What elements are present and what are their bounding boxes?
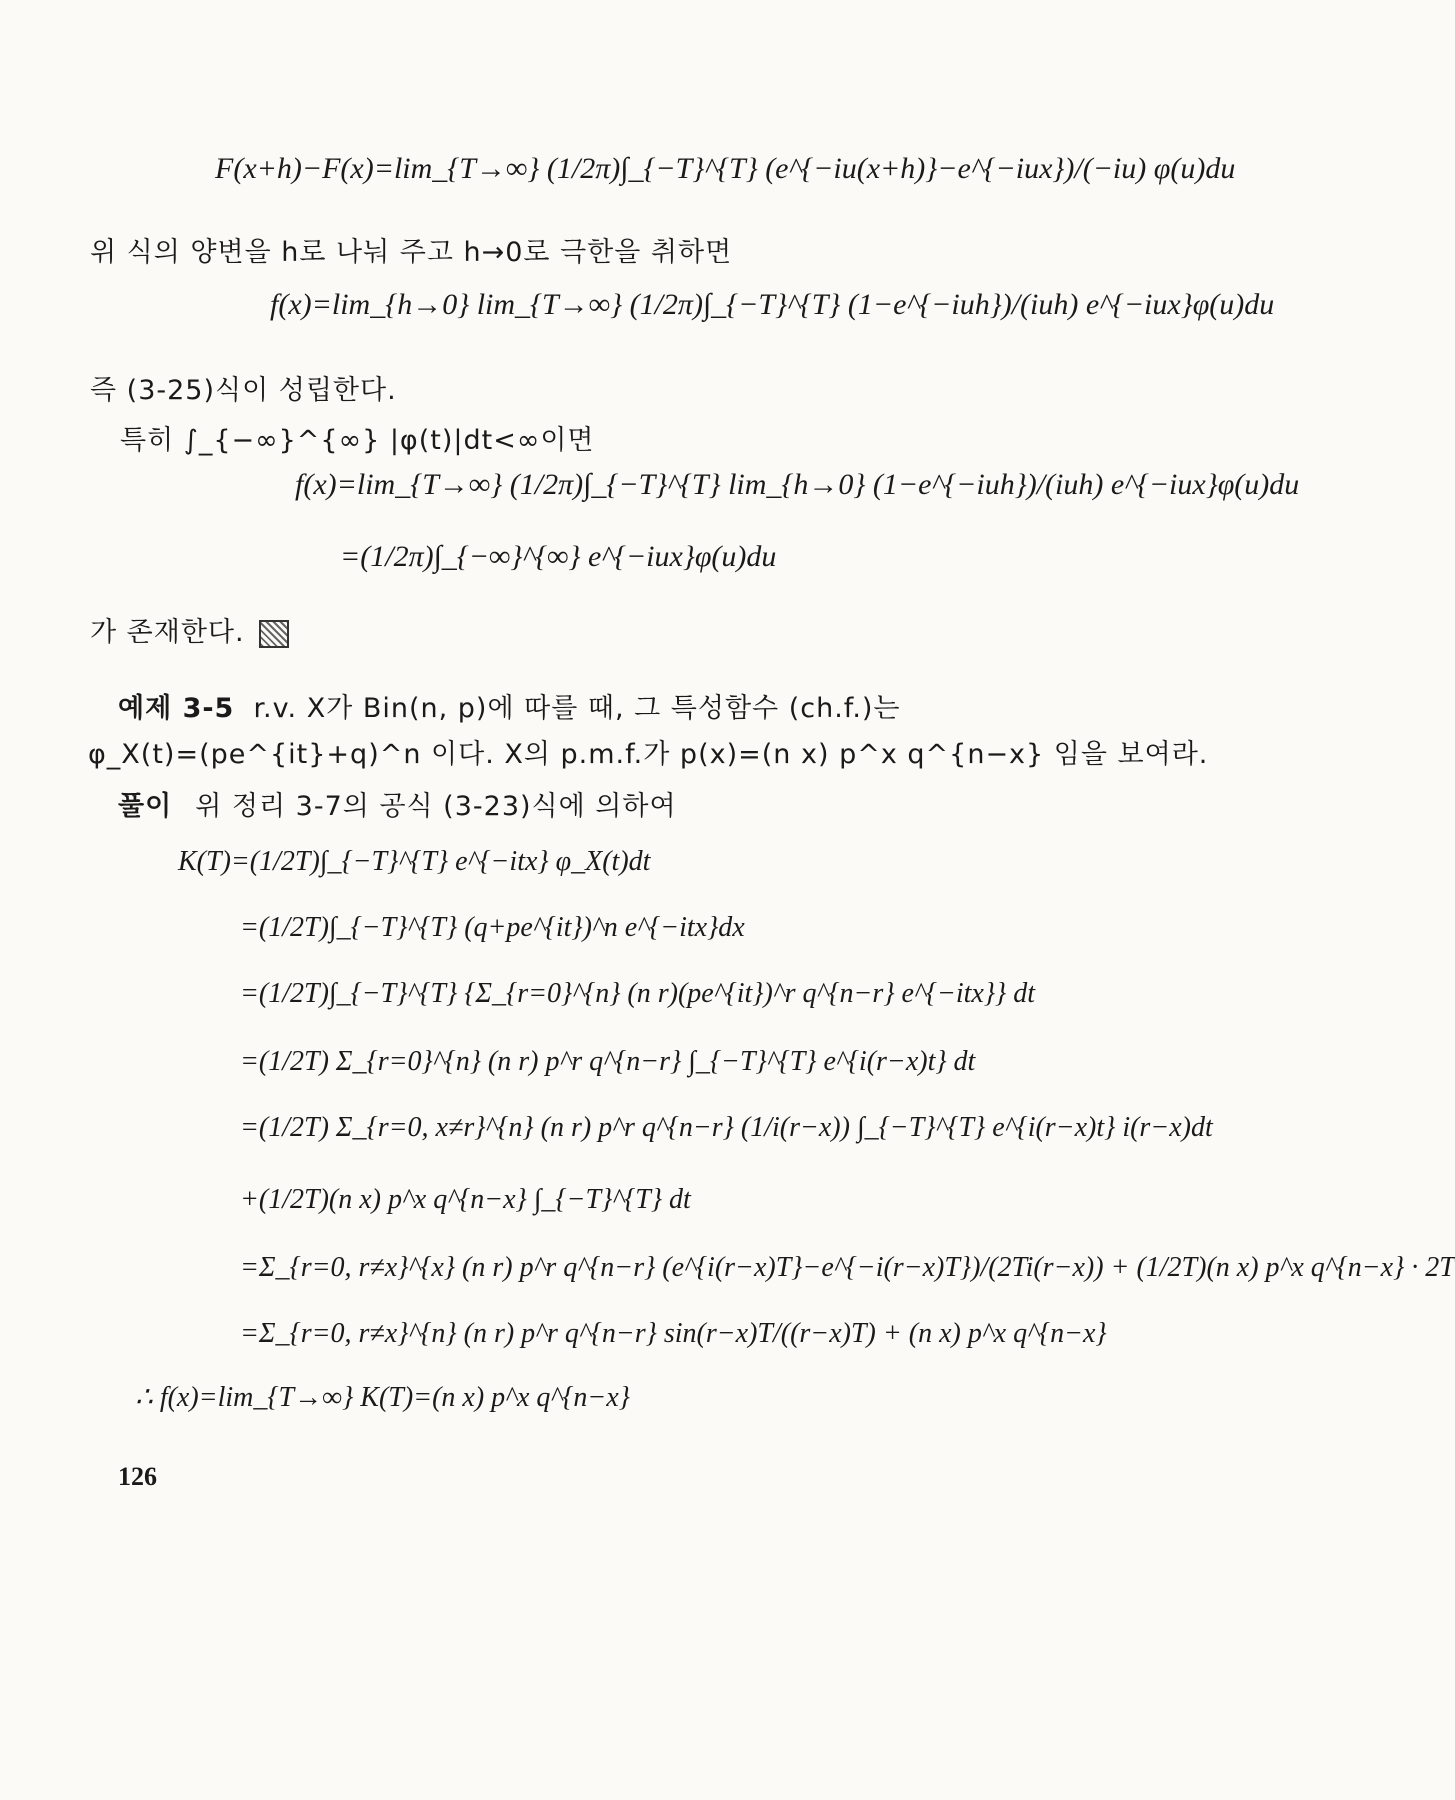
solution-intro [118,784,677,823]
example-line-1 [118,686,901,725]
page-number: 126 [118,1462,157,1491]
qed-icon [259,620,289,648]
solution-line-1: K(T)=(1/2T)∫_{−T}^{T} e^{−itx} φ_X(t)dt [178,846,651,877]
example-line-2: φ_X(t)=(pe^{it}+q)^n 이다. X의 p.m.f.가 p(x)=(n x) p^x q^{n−x} 임을 보여라. [88,739,1209,770]
equation-4: =(1/2π)∫_{−∞}^{∞} e^{−iux}φ(u)du [340,540,777,573]
solution-line-4: =(1/2T) Σ_{r=0}^{n} (n r) p^r q^{n−r} ∫_{−T}^{T} e^{i(r−x)t} dt [240,1046,976,1077]
solution-line-6: +(1/2T)(n x) p^x q^{n−x} ∫_{−T}^{T} dt [240,1184,691,1215]
equation-1: F(x+h)−F(x)=lim_{T→∞} (1/2π)∫_{−T}^{T} (e^{−iu(x+h)}−e^{−iux})/(−iu) φ(u)du [215,152,1236,185]
example-text-1: r.v. X가 Bin(n, p)에 따를 때, 그 특성함수 (ch.f.)는 [253,693,901,724]
solution-line-3: =(1/2T)∫_{−T}^{T} {Σ_{r=0}^{n} (n r)(pe^{it})^r q^{n−r} e^{−itx}} dt [240,978,1036,1009]
solution-label: 풀이 [118,791,173,822]
text-line-4 [90,610,289,649]
text-line-1: 위 식의 양변을 h로 나눠 주고 h→0로 극한을 취하면 [90,237,733,268]
text-line-3: 특히 ∫_{−∞}^{∞} |φ(t)|dt<∞이면 [120,425,595,456]
solution-line-7: =Σ_{r=0, r≠x}^{x} (n r) p^r q^{n−r} (e^{i(r−x)T}−e^{−i(r−x)T})/(2Ti(r−x)) + (1/2T)(n x) p^x q^{n−x} · 2T [240,1252,1455,1283]
equation-2: f(x)=lim_{h→0} lim_{T→∞} (1/2π)∫_{−T}^{T} (1−e^{−iuh})/(iuh) e^{−iux}φ(u)du [270,288,1275,321]
solution-line-8: =Σ_{r=0, r≠x}^{n} (n r) p^r q^{n−r} sin(r−x)T/((r−x)T) + (n x) p^x q^{n−x} [240,1318,1107,1349]
solution-intro-text: 위 정리 3-7의 공식 (3-23)식에 의하여 [195,791,677,822]
solution-line-9: ∴ f(x)=lim_{T→∞} K(T)=(n x) p^x q^{n−x} [135,1382,630,1413]
solution-line-2: =(1/2T)∫_{−T}^{T} (q+pe^{it})^n e^{−itx}dx [240,912,745,943]
example-label: 예제 3-5 [118,693,235,724]
text-line-4-content: 가 존재한다. [90,617,245,648]
equation-3: f(x)=lim_{T→∞} (1/2π)∫_{−T}^{T} lim_{h→0} (1−e^{−iuh})/(iuh) e^{−iux}φ(u)du [295,468,1300,501]
solution-line-5: =(1/2T) Σ_{r=0, x≠r}^{n} (n r) p^r q^{n−r} (1/i(r−x)) ∫_{−T}^{T} e^{i(r−x)t} i(r−x)dt [240,1112,1213,1143]
text-line-2: 즉 (3-25)식이 성립한다. [90,375,397,406]
